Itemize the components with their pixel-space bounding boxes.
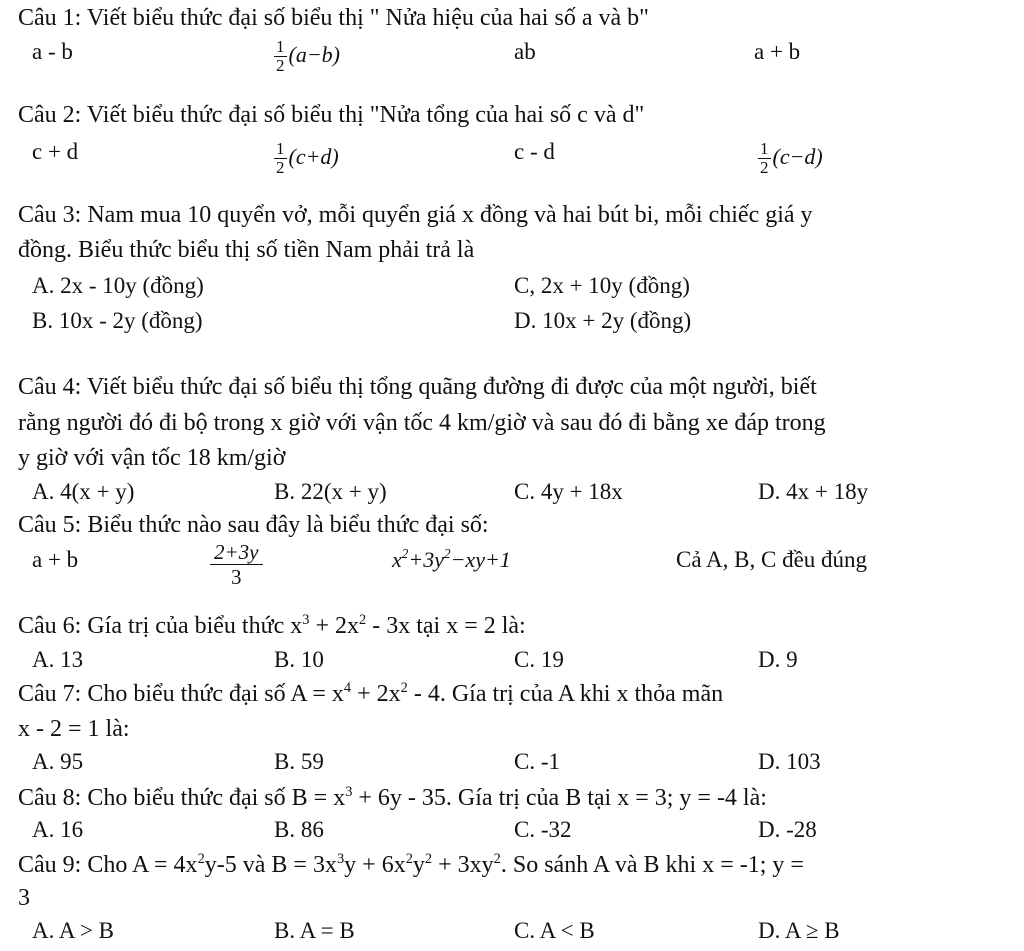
question-3-stem-line-2: đồng. Biểu thức biểu thị số tiền Nam phải trả là (18, 237, 475, 263)
question-4-stem-line-2: rằng người đó đi bộ trong x giờ với vận tốc 4 km/giờ và sau đó đi bằng xe đáp trong (18, 410, 826, 436)
q5-option-4: Cả A, B, C đều đúng (676, 547, 868, 572)
q2-option-4: $\frac{1}{2}$ (c−d) (760, 139, 823, 177)
q8-option-b: B. 86 (274, 817, 324, 842)
q6-option-a: A. 13 (32, 647, 84, 672)
q4-option-a: A. 4(x + y) (32, 479, 135, 504)
q9-option-a: A. A > B (32, 918, 114, 943)
q3-option-c: C, 2x + 10y (đồng) (514, 273, 690, 298)
question-5-stem: Câu 5: Biểu thức nào sau đây là biểu thức đại số: (18, 512, 489, 538)
question-7-stem-line-1: Câu 7: Cho biểu thức đại số $A = x^4 + 2x^2 - 4$. Gía trị của A khi x thỏa mãn (18, 680, 724, 707)
q4-option-c: C. 4y + 18x (514, 479, 623, 504)
q1-option-3: ab (514, 39, 536, 64)
q7-option-d: D. 103 (758, 749, 821, 774)
q5-option-2 (210, 540, 265, 589)
q8-option-c: C. -32 (514, 817, 572, 842)
q4-option-b: B. 22(x + y) (274, 479, 387, 504)
q9-option-c: C. A < B (514, 918, 595, 943)
q3-option-a: A. 2x - 10y (đồng) (32, 273, 204, 298)
q8-option-d: D. -28 (758, 817, 817, 842)
q1-option-2-fraction: $\frac{1}{2}$ (276, 37, 285, 75)
q7-option-c: C. -1 (514, 749, 560, 774)
question-4-stem-line-3: y giờ với vận tốc 18 km/giờ (18, 445, 286, 471)
q1-option-1: a - b (32, 39, 73, 64)
q6-option-c: C. 19 (514, 647, 564, 672)
question-3-stem-line-1: Câu 3: Nam mua 10 quyển vở, mỗi quyển giá x đồng và hai bút bi, mỗi chiếc giá y (18, 202, 813, 228)
q5-option-2-fraction: $\frac{2+3y}{3}$ (210, 540, 263, 589)
q7-option-a: A. 95 (32, 749, 84, 774)
question-6-stem: Câu 6: Gía trị của biểu thức $x^3 + 2x^2 - 3x$ tại x = 2 là: (18, 612, 526, 639)
question-9-stem-line-2: 3 (18, 885, 30, 911)
question-8-stem: Câu 8: Cho biểu thức đại số $B = x^3 + 6y - 35$. Gía trị của B tại x = 3; y = -4 là: (18, 784, 767, 811)
question-1-stem: Câu 1: Viết biểu thức đại số biểu thị " Nửa hiệu của hai số a và b" (18, 5, 649, 31)
q9-option-b: B. A = B (274, 918, 355, 943)
q6-option-d: D. 9 (758, 647, 798, 672)
q2-option-1: c + d (32, 139, 79, 164)
q2-option-3: c - d (514, 139, 555, 164)
q4-option-d: D. 4x + 18y (758, 479, 869, 504)
q1-option-4: a + b (754, 39, 801, 64)
q7-option-b: B. 59 (274, 749, 324, 774)
question-9-stem-line-1: Câu 9: Cho $A = 4x^2y-5$ và $B = 3x^3y + 6x^2y^2 + 3xy^2$. So sánh A và B khi x = -1; y = (18, 851, 804, 878)
q5-option-3: $x^2+3y^2-xy+1$ (392, 546, 511, 572)
q6-option-b: B. 10 (274, 647, 324, 672)
question-4-stem-line-1: Câu 4: Viết biểu thức đại số biểu thị tổng quãng đường đi được của một người, biết (18, 374, 817, 400)
question-2-stem: Câu 2: Viết biểu thức đại số biểu thị "Nửa tổng của hai số c và d" (18, 102, 645, 128)
q3-option-d: D. 10x + 2y (đồng) (514, 308, 692, 333)
q1-option-2: $\frac{1}{2}$ (a−b) (276, 37, 340, 75)
q3-option-b: B. 10x - 2y (đồng) (32, 308, 203, 333)
q2-option-2-fraction: $\frac{1}{2}$ (276, 139, 285, 177)
question-7-stem-line-2: x - 2 = 1 là: (18, 716, 130, 742)
q2-option-2: $\frac{1}{2}$ (c+d) (276, 139, 339, 177)
q8-option-a: A. 16 (32, 817, 84, 842)
q9-option-d: D. A ≥ B (758, 918, 840, 943)
q2-option-4-fraction: $\frac{1}{2}$ (760, 139, 769, 177)
q5-option-1: a + b (32, 547, 79, 572)
